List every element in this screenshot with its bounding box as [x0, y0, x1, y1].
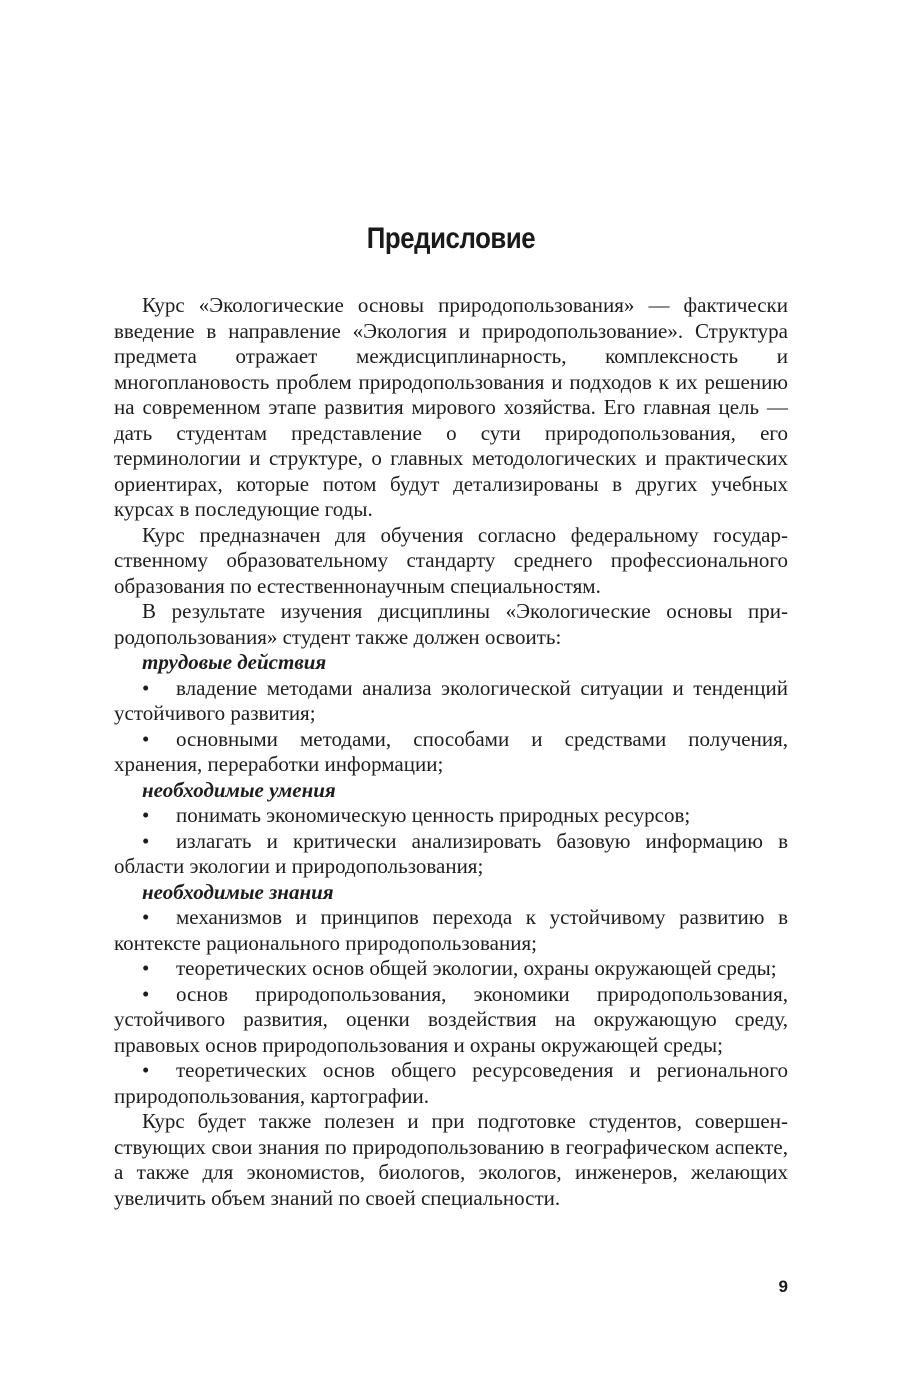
- list-item: [114, 803, 788, 829]
- list-item: [114, 727, 788, 778]
- page-title: Предисловие: [366, 222, 536, 255]
- list-item-text: механизмов и принципов перехода к устойчивому развитию в контексте рационального природопользования;: [114, 905, 788, 955]
- bullet-icon: •: [142, 981, 150, 1006]
- list-item-text: основными методами, способами и средствами получения, хранения, переработки информации;: [114, 726, 788, 776]
- section-heading-labor-actions: трудовые действия: [142, 650, 327, 674]
- required-knowledge-list: [114, 905, 788, 1109]
- bullet-icon: •: [142, 726, 150, 751]
- outcomes-paragraph: В результате изучения дисциплины «Экологические основы природопользования» студент также должен освоить:: [114, 599, 788, 649]
- bullet-icon: •: [142, 956, 150, 980]
- section-heading-required-knowledge: необходимые знания: [142, 879, 334, 904]
- page-number: 9: [778, 1277, 788, 1296]
- list-item: [114, 905, 788, 956]
- list-item: [114, 1058, 788, 1109]
- labor-actions-list: [114, 676, 788, 778]
- list-item-text: теоретических основ общего ресурсоведения и регионального природопользования, картографии.: [114, 1058, 788, 1108]
- required-skills-list: [114, 803, 788, 880]
- list-item: [114, 829, 788, 880]
- list-item: [114, 982, 788, 1059]
- closing-paragraph: Курс будет также полезен и при подготовке студентов, совершенствующих свои знания по природопользованию в географическом аспекте, а также для экономистов, биологов, экологов, инженеров, желающих увеличить объем знаний по своей специальности.: [114, 1109, 788, 1210]
- book-page: [114, 0, 788, 1382]
- list-item-text: теоретических основ общей экологии, охраны окружающей среды;: [176, 956, 777, 980]
- section-heading-required-skills: необходимые умения: [142, 777, 336, 802]
- bullet-icon: •: [142, 1058, 150, 1082]
- list-item-text: излагать и критически анализировать базовую информацию в области экологии и природопользования;: [114, 828, 788, 878]
- bullet-icon: •: [142, 828, 150, 853]
- list-item-text: владение методами анализа экологической ситуации и тенденций устойчивого развития;: [114, 675, 788, 725]
- bullet-icon: •: [142, 803, 150, 827]
- page-body: [114, 293, 788, 1211]
- list-item-text: понимать экономическую ценность природных ресурсов;: [176, 803, 691, 827]
- list-item-text: основ природопользования, экономики природопользования, устойчивого развития, оценки воздействия на окружающую среду, правовых основ природопользования и охраны окружающей среды;: [114, 981, 788, 1057]
- intro-paragraph: Курс «Экологические основы природопользования» — фактически введение в направление «Экология и природопользование». Структура предмета отражает междисциплинарность, комплексность и многоплановость проблем природопользования и подходов к их решению на современном этапе развития мирового хозяйства. Его главная цель — дать студентам представление о сути природопользования, его терминологии и структуре, о главных методологических и практических ориентирах, которые потом будут детализированы в других учебных курсах в последующие годы.: [114, 293, 788, 521]
- standard-paragraph: Курс предназначен для обучения согласно федеральному государственному образовательному стандарту среднего профессионального образования по естественнонаучным специальностям.: [114, 522, 788, 598]
- list-item: [114, 676, 788, 727]
- bullet-icon: •: [142, 905, 150, 929]
- bullet-icon: •: [142, 675, 150, 700]
- list-item: [114, 956, 788, 982]
